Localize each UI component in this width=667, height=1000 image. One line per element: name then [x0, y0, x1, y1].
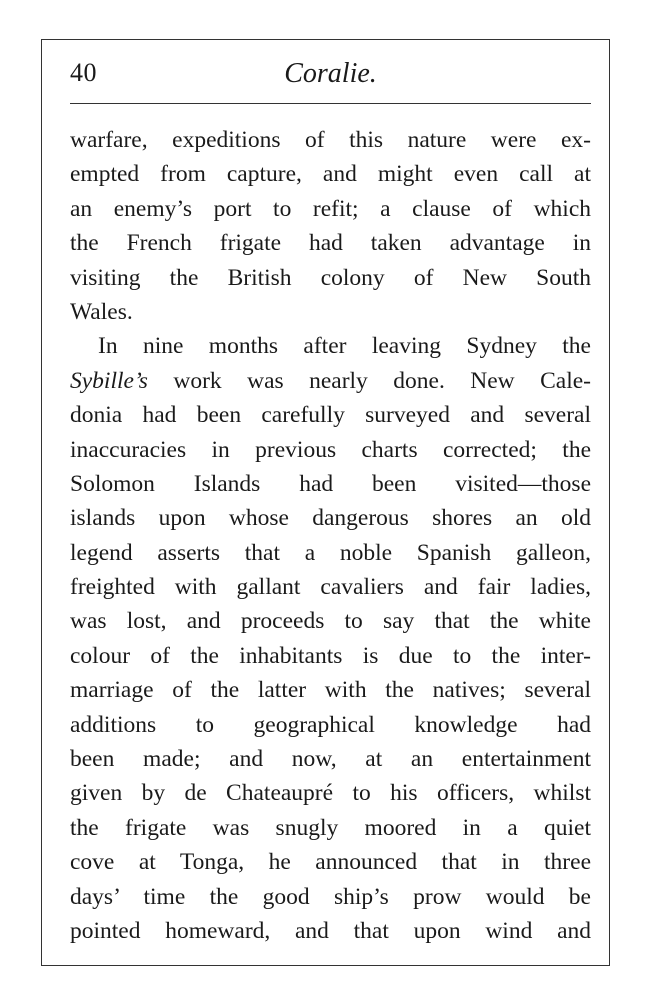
text-line: the French frigate had taken advantage in [70, 230, 591, 257]
text-line: was lost, and proceeds to say that the white [70, 608, 591, 635]
page-number: 40 [70, 58, 97, 87]
body-text [70, 123, 591, 948]
text-line: colour of the inhabitants is due to the inter- [70, 642, 591, 669]
text-line: In nine months after leaving Sydney the [98, 333, 591, 360]
text-line: been made; and now, at an entertainment [70, 746, 591, 773]
running-title: Coralie. [284, 58, 377, 89]
text-line: marriage of the latter with the natives; several [70, 677, 591, 704]
text-line: islands upon whose dangerous shores an old [70, 505, 591, 532]
text-line: the frigate was snugly moored in a quiet [70, 814, 591, 841]
text-line: additions to geographical knowledge had [70, 711, 591, 738]
text-line: days’ time the good ship’s prow would be [70, 883, 591, 910]
text-line: inaccuracies in previous charts corrected; the [70, 436, 591, 463]
paragraph-1 [70, 123, 591, 329]
header-rule [70, 103, 591, 104]
text-line: legend asserts that a noble Spanish galleon, [70, 539, 591, 566]
text-line: visiting the British colony of New South [70, 264, 591, 291]
text-line: pointed homeward, and that upon wind and [70, 917, 591, 944]
text-line: empted from capture, and might even call at [70, 161, 591, 188]
page-header [70, 58, 591, 102]
text-line: freighted with gallant cavaliers and fair ladies, [70, 574, 591, 601]
text-line: an enemy’s port to refit; a clause of which [70, 195, 591, 222]
text-line: Solomon Islands had been visited—those [70, 470, 591, 497]
text-line: given by de Chateaupré to his officers, whilst [70, 780, 591, 807]
text-line: warfare, expeditions of this nature were ex- [70, 127, 591, 153]
text-line: donia had been carefully surveyed and several [70, 402, 591, 429]
text-line [70, 364, 591, 398]
text-fragment: work was nearly done. New Cale- [147, 367, 591, 394]
text-line: Wales. [70, 298, 133, 325]
text-line: cove at Tonga, he announced that in three [70, 849, 591, 876]
ship-name: Sybille’s [70, 367, 148, 394]
paragraph-2 [70, 329, 591, 948]
